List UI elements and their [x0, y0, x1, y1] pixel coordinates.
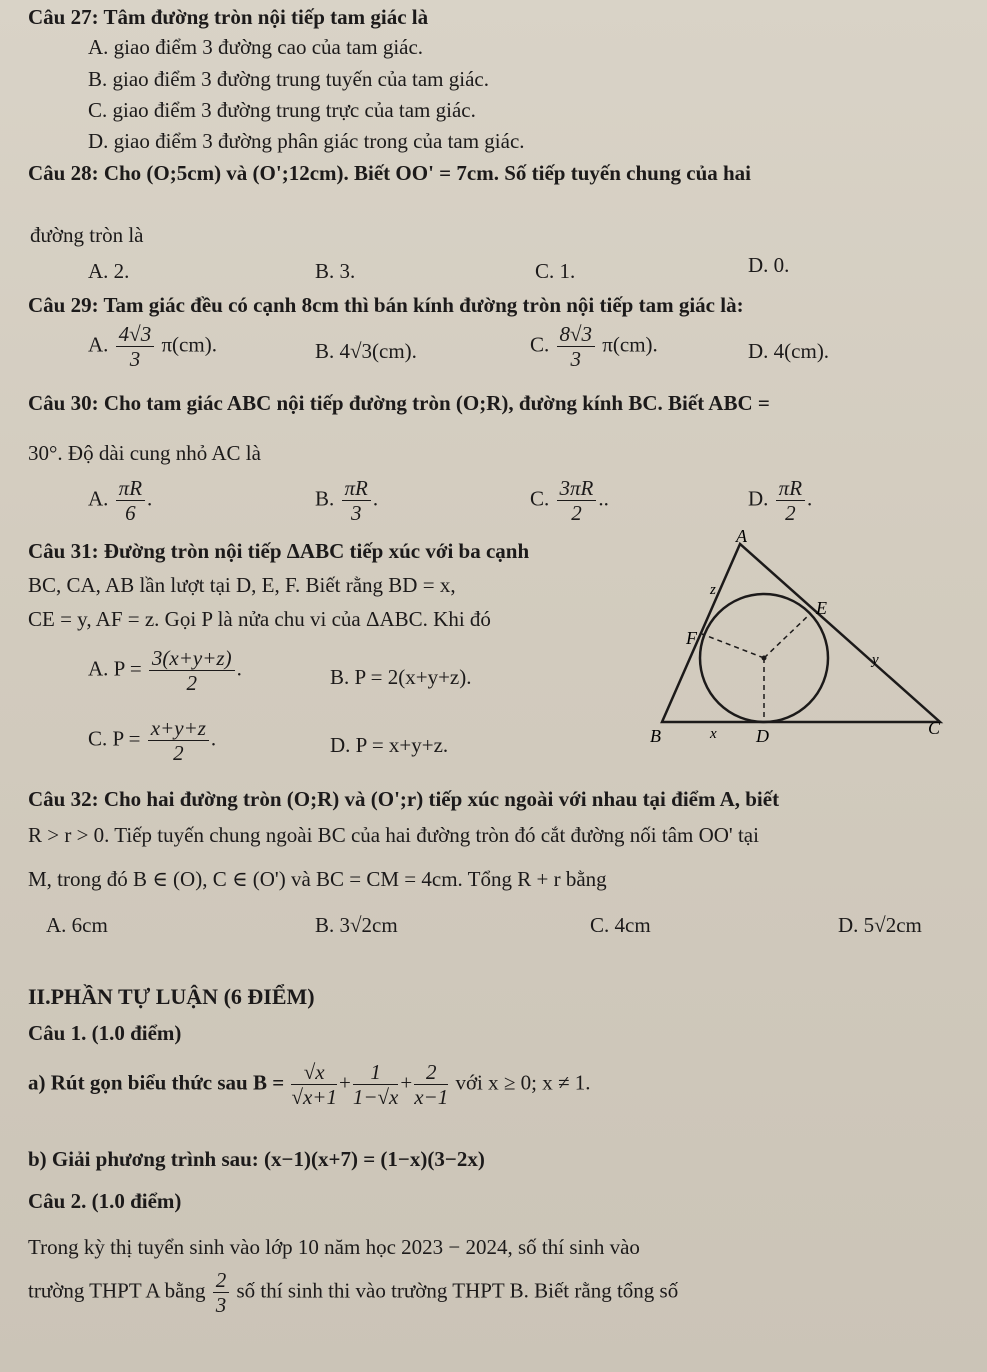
label-x: x: [710, 726, 717, 742]
question-27-stem: Câu 27: Tâm đường tròn nội tiếp tam giác là: [28, 5, 429, 29]
label-e: E: [816, 598, 827, 618]
question-28-stem: Câu 28: Cho (O;5cm) và (O';12cm). Biết OO' = 7cm. Số tiếp tuyến chung của hai: [28, 161, 752, 185]
cau-2-line-1: Trong kỳ thị tuyển sinh vào lớp 10 năm học 2023 − 2024, số thí sinh vào: [28, 1235, 640, 1259]
q30-option-d: D. $\frac{\pi R}{2}$ .: [748, 476, 813, 525]
question-29-stem: Câu 29: Tam giác đều có cạnh 8cm thì bán kính đường tròn nội tiếp tam giác là:: [28, 293, 744, 317]
triangle-abc: [662, 544, 940, 722]
center-o: [762, 656, 767, 661]
question-31-stem-3: CE = y, AF = z. Gọi P là nửa chu vi của ΔABC. Khi đó: [28, 607, 491, 631]
triangle-incircle-figure: [640, 530, 960, 750]
q27-option-d: D. giao điểm 3 đường phân giác trong của tam giác.: [88, 129, 525, 153]
q32-option-a: A. 6cm: [46, 913, 108, 937]
label-z: z: [710, 582, 716, 598]
cau-1-title: Câu 1. (1.0 điểm): [28, 1021, 182, 1045]
cau-2-line-2: trường THPT A bằng $\frac{2}{3}$ số thí sinh thi vào trường THPT B. Biết rằng tổng số: [28, 1268, 679, 1317]
label-d: D: [756, 726, 769, 746]
q29-option-b: B. 4√3(cm).: [315, 339, 417, 363]
q29-option-a: A. $\frac{4√3}{3}$ π(cm).: [88, 322, 217, 371]
question-32-stem-2: R > r > 0. Tiếp tuyến chung ngoài BC của hai đường tròn đó cắt đường nối tâm OO' tại: [28, 823, 759, 847]
q31-option-a: A. P = $\frac{3(x+y+z)}{2}$ .: [88, 646, 242, 695]
q28-option-b: B. 3.: [315, 259, 356, 283]
label-c: C: [928, 718, 941, 738]
q30-option-c: C. $\frac{3\pi R}{2}$ ..: [530, 476, 609, 525]
q31-option-d: D. P = x+y+z.: [330, 733, 449, 757]
label-a: A: [736, 530, 747, 546]
question-31-stem-2: BC, CA, AB lần lượt tại D, E, F. Biết rằng BD = x,: [28, 573, 456, 597]
question-28-stem-2: đường tròn là: [30, 223, 144, 247]
question-30-stem: Câu 30: Cho tam giác ABC nội tiếp đường tròn (O;R), đường kính BC. Biết ABC =: [28, 391, 770, 415]
label-y: y: [872, 652, 879, 668]
q28-option-c: C. 1.: [535, 259, 576, 283]
q32-option-b: B. 3√2cm: [315, 913, 398, 937]
cau-1a: a) Rút gọn biểu thức sau B = $\frac{√x}{√x+1}$ + $\frac{1}{1-√x}$ + $\frac{2}{x-1}$ với x ≥ 0; x ≠ 1.: [28, 1060, 591, 1109]
q29-option-d: D. 4(cm).: [748, 339, 830, 363]
label-b: B: [650, 726, 661, 746]
q31-option-b: B. P = 2(x+y+z).: [330, 665, 472, 689]
q31-option-c: C. P = $\frac{x+y+z}{2}$ .: [88, 716, 217, 765]
q30-option-a: A. $\frac{\pi R}{6}$ .: [88, 476, 153, 525]
cau-1b: b) Giải phương trình sau: (x−1)(x+7) = (1−x)(3−2x): [28, 1147, 485, 1171]
question-32-stem: Câu 32: Cho hai đường tròn (O;R) và (O';r) tiếp xúc ngoài với nhau tại điểm A, biết: [28, 787, 780, 811]
q28-option-a: A. 2.: [88, 259, 130, 283]
question-31-stem: Câu 31: Đường tròn nội tiếp ΔABC tiếp xúc với ba cạnh: [28, 539, 530, 563]
radius-oe: [764, 614, 810, 658]
q29-option-c: C. $\frac{8√3}{3}$ π(cm).: [530, 322, 658, 371]
q30-option-b: B. $\frac{\pi R}{3}$ .: [315, 476, 379, 525]
q32-option-c: C. 4cm: [590, 913, 651, 937]
q28-option-d: D. 0.: [748, 253, 790, 277]
radius-of: [702, 634, 764, 658]
q27-option-a: A. giao điểm 3 đường cao của tam giác.: [88, 35, 424, 59]
question-32-stem-3: M, trong đó B ∈ (O), C ∈ (O') và BC = CM = 4cm. Tổng R + r bằng: [28, 867, 607, 891]
part-2-title: II.PHẦN TỰ LUẬN (6 ĐIỂM): [28, 984, 315, 1009]
q27-option-c: C. giao điểm 3 đường trung trực của tam giác.: [88, 98, 476, 122]
cau-2-title: Câu 2. (1.0 điểm): [28, 1189, 182, 1213]
question-30-stem-2: 30°. Độ dài cung nhỏ AC là: [28, 441, 261, 465]
q27-option-b: B. giao điểm 3 đường trung tuyến của tam giác.: [88, 67, 489, 91]
label-f: F: [686, 628, 697, 648]
q32-option-d: D. 5√2cm: [838, 913, 922, 937]
